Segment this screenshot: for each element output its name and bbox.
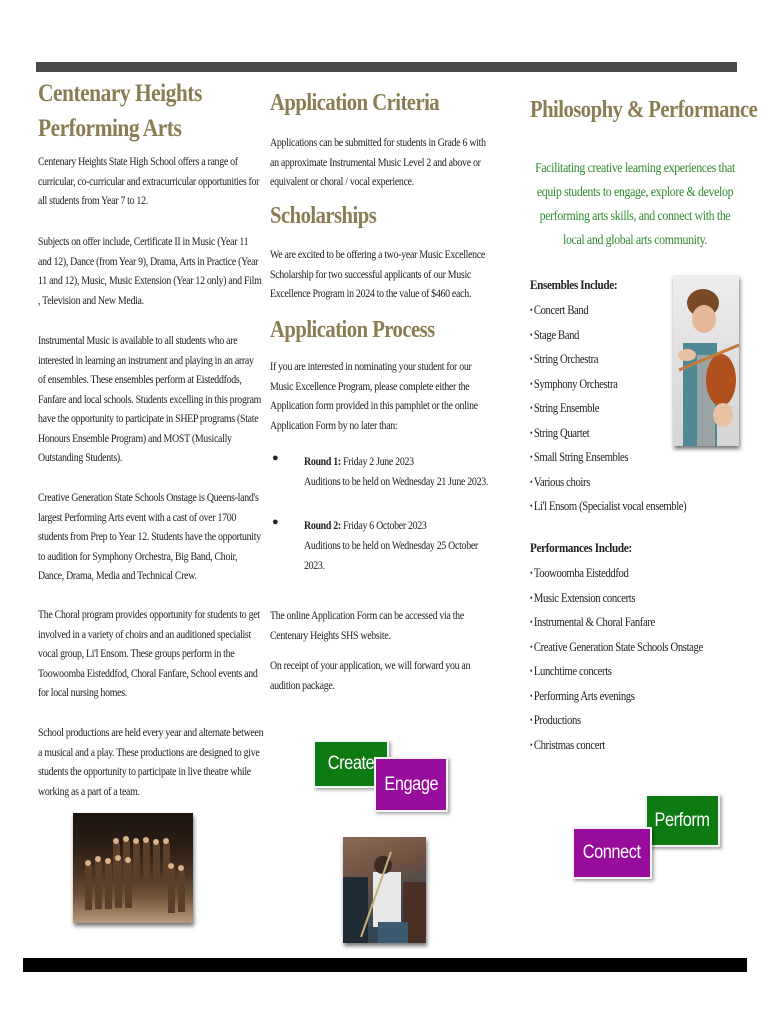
performances-heading: Performances Include:	[530, 540, 632, 555]
column-intro	[38, 76, 264, 798]
bullet-icon: •	[530, 403, 533, 413]
process-text: If you are interested in nominating your student for our Music Excellence Program, please complete either the Application form provided in this pamphlet or the online Application Form by no later than:	[270, 361, 478, 432]
list-item: • String Quartet	[530, 424, 590, 440]
bullet-icon: •	[530, 427, 533, 438]
receipt-text: On receipt of your application, we will forward you an audition package.	[270, 660, 471, 692]
creative-generation-paragraph: Creative Generation State Schools Onstage is Queens-land's largest Performing Arts event with a cast of over 1700 students from Prep to Year 12. Students have the opportunity to audition for Symphony Orchestra, Big Band, Choir, Dance, Drama, Media and Technical Crew.	[38, 492, 261, 582]
subjects-paragraph: Subjects on offer include, Certificate II in Music (Year 11 and 12), Dance (from Year 9), Drama, Arts in Practice (Year 11 and 12), Music, Music Extension (Year 12 only) and Film , Television and New Media.	[38, 236, 262, 307]
list-item: • Music Extension concerts	[530, 589, 636, 605]
round-1-audition: Auditions to be held on Wednesday 21 June 2023.	[304, 476, 489, 488]
bullet-icon: •	[530, 690, 533, 701]
performances-list	[530, 561, 741, 757]
choir-photo	[73, 813, 193, 923]
bullet-icon: •	[530, 329, 533, 340]
page-title-line1: Centenary Heights	[38, 80, 202, 107]
bullet-icon: •	[530, 715, 533, 725]
list-item: • Christmas concert	[530, 736, 605, 752]
trombone-players-graphic	[343, 837, 426, 943]
scholarships-heading: Scholarships	[270, 203, 377, 229]
trombone-photo	[343, 837, 426, 943]
list-item: • Li'l Ensom (Specialist vocal ensemble)	[530, 498, 687, 513]
perform-tile-label: Perform	[654, 809, 711, 831]
list-item: • Performing Arts evenings	[530, 687, 635, 703]
criteria-text: Applications can be submitted for students in Grade 6 with an approximate Instrumental Music Level 2 and above or equivalent or choral / vocal experience.	[270, 137, 486, 188]
bullet-icon: ●	[272, 516, 279, 528]
bullet-icon: •	[530, 476, 533, 487]
page-title-line2: Performing Arts	[38, 115, 182, 142]
top-divider-bar	[36, 62, 737, 72]
list-item: • String Ensemble	[530, 400, 600, 415]
list-item: • Small String Ensembles	[530, 449, 629, 464]
intro-paragraph: Centenary Heights State High School offers a range of curricular, co-curricular and extracurricular opportunities for all students from Year 7 to 12.	[38, 156, 260, 207]
list-item: • String Orchestra	[530, 351, 599, 366]
engage-tile	[374, 757, 448, 812]
online-form-text: The online Application Form can be accessed via the Centenary Heights SHS website.	[270, 610, 464, 642]
productions-paragraph: School productions are held every year and alternate between a musical and a play. These productions are designed to give students the opportunity to participate in live theatre while working as a part of a team.	[38, 727, 264, 798]
violinist-graphic	[673, 275, 739, 446]
list-item: • Instrumental & Choral Fanfare	[530, 614, 655, 629]
choir-figures-graphic	[73, 813, 193, 923]
round-2-label: Round 2:	[304, 520, 341, 532]
list-item: • Various choirs	[530, 473, 590, 489]
bullet-icon: •	[530, 354, 533, 364]
connect-tile-label: Connect	[583, 842, 641, 863]
philosophy-tagline: Facilitating creative learning experiences that equip students to engage, explore & develop performing arts skills, and connect with the local and global arts community.	[535, 160, 735, 247]
round-2-audition: Auditions to be held on Wednesday 25 October 2023.	[304, 540, 478, 572]
ensembles-heading: Ensembles Include:	[530, 277, 618, 292]
list-item: • Toowoomba Eisteddfod	[530, 565, 629, 580]
list-item: • Creative Generation State Schools Onstage	[530, 638, 703, 654]
instrumental-paragraph: Instrumental Music is available to all students who are interested in learning an instrument and playing in an array of ensembles. These ensembles perform at Eisteddfods, Fanfare and local schools. Students excelling in this program have the opportunity to participate in SHEP programs (State Honours Ensemble Program) and MOST (Musically Outstanding Students).	[38, 335, 262, 464]
bullet-icon: •	[530, 501, 533, 511]
perform-tile	[645, 794, 720, 847]
application-process-heading: Application Process	[270, 317, 435, 343]
list-item: • Lunchtime concerts	[530, 663, 612, 678]
bullet-icon: •	[530, 305, 533, 315]
bullet-icon: •	[530, 666, 533, 676]
application-criteria-heading: Application Criteria	[270, 90, 440, 116]
list-item: • Productions	[530, 712, 581, 727]
list-item: • Stage Band	[530, 326, 580, 342]
create-tile-label: Create	[327, 753, 375, 774]
bullet-icon: •	[530, 378, 533, 389]
scholarships-text: We are excited to be offering a two-year Music Excellence Scholarship for two successful applicants of our Music Excellence Program in 2024 to the value of $460 each.	[270, 249, 485, 300]
list-item: • Concert Band	[530, 302, 589, 317]
round-2-date: Friday 6 October 2023	[343, 520, 427, 532]
bullet-icon: ●	[272, 452, 279, 464]
connect-tile	[572, 827, 652, 879]
bullet-icon: •	[530, 568, 533, 578]
bullet-icon: •	[530, 739, 533, 750]
round-1-label: Round 1:	[304, 456, 341, 468]
violinist-photo	[673, 275, 739, 446]
engage-tile-label: Engage	[384, 773, 438, 795]
round-1-date: Friday 2 June 2023	[343, 456, 414, 468]
philosophy-heading: Philosophy & Performance	[530, 97, 758, 123]
choral-paragraph: The Choral program provides opportunity for students to get involved in a variety of choirs and an auditioned specialist vocal group, Li'l Ensom. These groups perform in the Toowoomba Eisteddfod, Choral Fanfare, School events and for local nursing homes.	[38, 609, 260, 699]
bullet-icon: •	[530, 452, 533, 462]
bullet-icon: •	[530, 617, 533, 627]
list-item: • Symphony Orchestra	[530, 375, 618, 391]
bottom-divider-bar	[23, 958, 747, 972]
bullet-icon: •	[530, 641, 533, 652]
bullet-icon: •	[530, 592, 533, 603]
